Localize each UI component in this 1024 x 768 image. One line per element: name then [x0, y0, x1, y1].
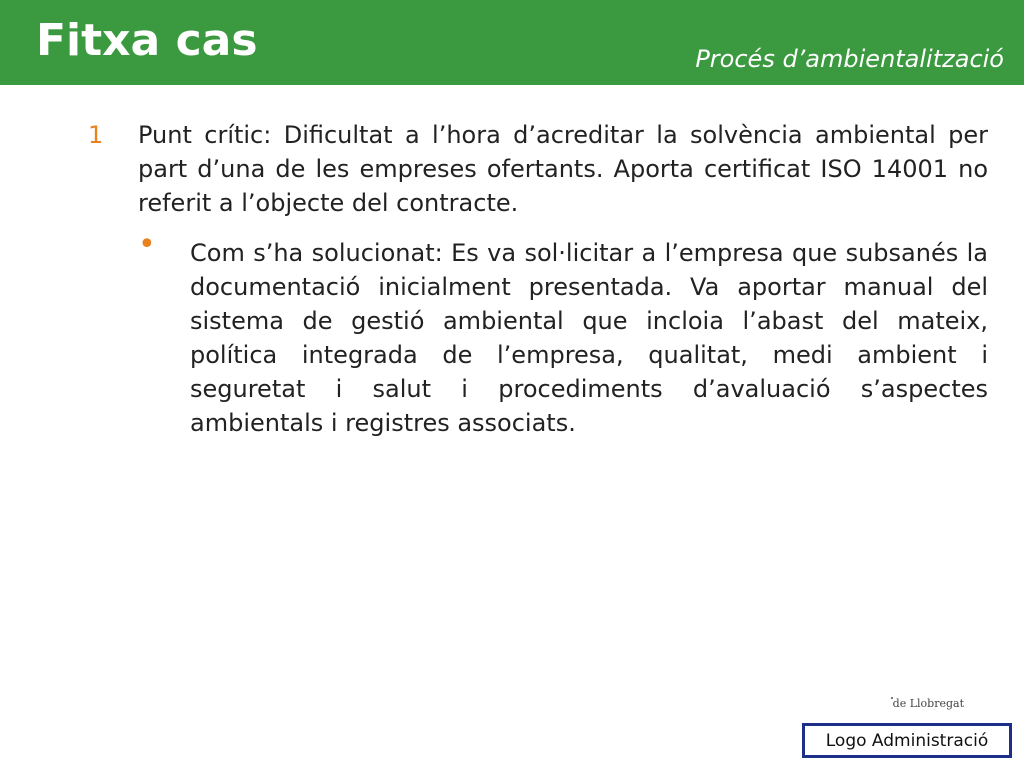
sponsor-text: de Llobregat [892, 697, 964, 710]
item-number: 1 [88, 121, 104, 149]
administration-logo-label: Logo Administració [825, 730, 989, 751]
page-subtitle: Procés d’ambientalització [695, 45, 1004, 73]
administration-logo-box [802, 723, 1012, 758]
header-bar [0, 0, 1024, 85]
critical-point-text: Punt crític: Dificultat a l’hora d’acreditar la solvència ambiental per part d’una de les empreses ofertants. Aporta certificat ISO 14001 no referit a l’objecte del contracte. [138, 121, 988, 217]
solution-text: Com s’ha solucionat: Es va sol·licitar a l’empresa que subsanés la documentació inicialment presentada. Va aportar manual del sistema de gestió ambiental que incloia l’abast del mateix, política integrada de l’empresa, qualitat, medi ambient i seguretat i salut i procediments d’avaluació s’aspectes ambientals i registres associats. [190, 239, 988, 437]
bullet-icon: • [138, 227, 156, 262]
page-title: Fitxa cas [36, 15, 258, 66]
